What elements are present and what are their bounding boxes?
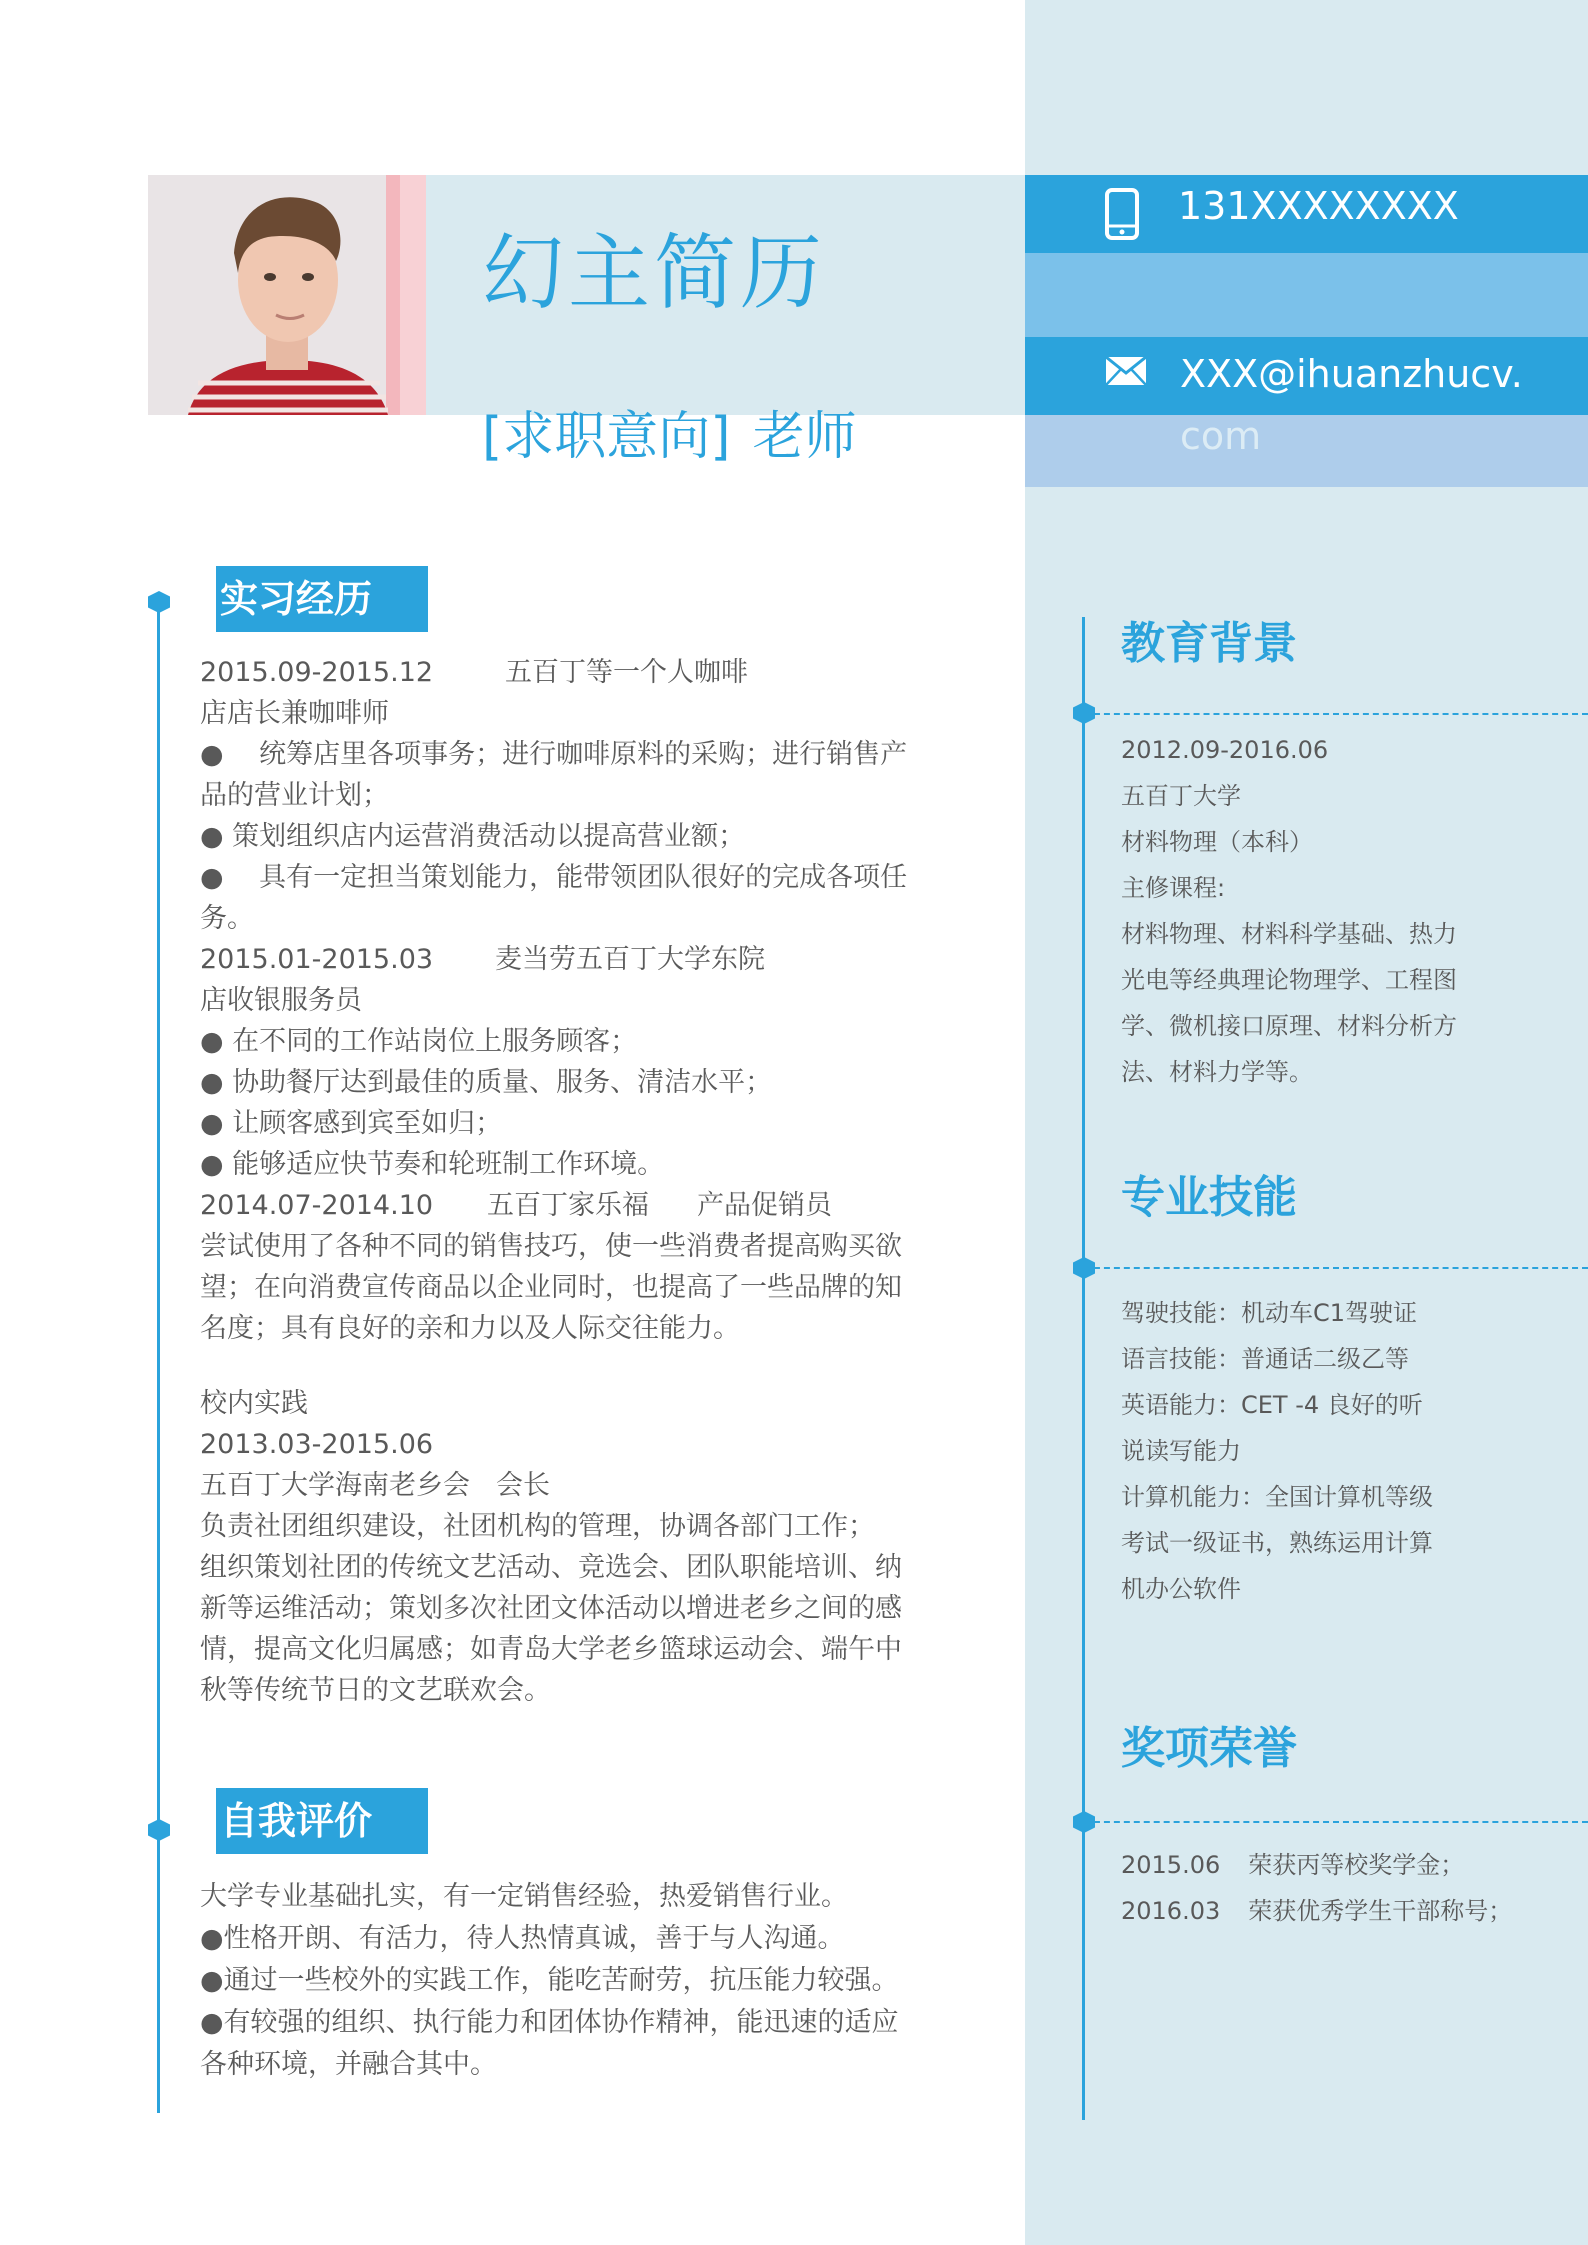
campus-position: 会长 [496, 1470, 550, 1501]
job-date: 2014.07-2014.10 [200, 1190, 434, 1221]
self-eval-line: ●性格开朗、有活力，待人热情真诚，善于与人沟通。 [200, 1923, 845, 1954]
award-item [1121, 1888, 1541, 1934]
contact-row-spacer [1025, 253, 1588, 337]
skill-item: 计算机能力：全国计算机等级考试一级证书，熟练运用计算机办公软件 [1121, 1483, 1433, 1603]
skill-item: 语言技能：普通话二级乙等 [1121, 1345, 1409, 1373]
campus-label: 校内实践 [200, 1388, 308, 1419]
education-date: 2012.09-2016.06 [1121, 736, 1329, 764]
job-intent-label: [求职意向] [482, 407, 731, 467]
section-title-skills: 专业技能 [1121, 1172, 1297, 1223]
self-eval-line: ●通过一些校外的实践工作，能吃苦耐劳，抗压能力较强。 [200, 1965, 899, 1996]
job-role: 店店长兼咖啡师 [200, 698, 389, 729]
award-text: 荣获丙等校奖学金； [1248, 1851, 1465, 1879]
avatar [148, 175, 426, 415]
self-eval-line: ●有较强的组织、执行能力和团体协作精神，能迅速的适应各种环境，并融合其中。 [200, 2007, 899, 2080]
resume-title: 幻主简历 [482, 226, 827, 321]
email-line-2: com [1180, 414, 1262, 458]
phone-icon [1105, 188, 1139, 240]
job-duty: ● 让顾客感到宾至如归； [200, 1108, 503, 1139]
campus-description: 组织策划社团的传统文艺活动、竞选会、团队职能培训、纳新等运维活动；策划多次社团文体活动以增进老乡之间的感情，提高文化归属感；如青岛大学老乡篮球运动会、端午中秋等传统节日的文艺联欢会。 [200, 1552, 902, 1706]
mail-icon [1105, 356, 1147, 386]
job-duty: ● 统筹店里各项事务；进行咖啡原料的采购；进行销售产品的营业计划； [200, 739, 908, 811]
job-role: 产品促销员 [697, 1190, 833, 1221]
section-divider [1084, 713, 1588, 715]
education-courses: 材料物理、材料科学基础、热力光电等经典理论物理学、工程图学、微机接口原理、材料分析方法、材料力学等。 [1121, 920, 1457, 1086]
job-duty: ● 策划组织店内运营消费活动以提高营业额； [200, 821, 746, 852]
campus-duty: 负责社团组织建设，社团机构的管理，协调各部门工作； [200, 1511, 875, 1542]
award-item [1121, 1842, 1541, 1888]
job-header [200, 939, 920, 980]
self-eval-content [200, 1876, 920, 2086]
job-company: 五百丁等一个人咖啡 [505, 657, 749, 688]
timeline-node [148, 1819, 170, 1841]
section-divider [1084, 1267, 1588, 1269]
job-date: 2015.01-2015.03 [200, 944, 434, 975]
education-school: 五百丁大学 [1121, 782, 1241, 810]
job-header [200, 1185, 920, 1226]
award-date: 2015.06 [1121, 1851, 1221, 1879]
campus-org [200, 1465, 920, 1506]
skill-item: 驾驶技能：机动车C1驾驶证 [1121, 1299, 1418, 1327]
campus-date: 2013.03-2015.06 [200, 1429, 434, 1460]
education-course-label: 主修课程: [1121, 874, 1226, 902]
job-duty: ● 具有一定担当策划能力，能带领团队很好的完成各项任务。 [200, 862, 908, 934]
job-company: 麦当劳五百丁大学东院 [495, 944, 766, 975]
email-line-1: XXX@ihuanzhucv. [1180, 352, 1523, 396]
job-description: 尝试使用了各种不同的销售技巧，使一些消费者提高购买欲望；在向消费宣传商品以企业同时，也提高了一些品牌的知名度；具有良好的亲和力以及人际交往能力。 [200, 1231, 902, 1344]
timeline-node [148, 591, 170, 613]
job-header [200, 652, 920, 693]
award-text: 荣获优秀学生干部称号； [1248, 1897, 1513, 1925]
job-company: 五百丁家乐福 [487, 1190, 650, 1221]
job-role: 店收银服务员 [200, 985, 362, 1016]
left-timeline [157, 598, 160, 2113]
section-title-self-eval: 自我评价 [216, 1788, 428, 1854]
job-intent [482, 407, 857, 467]
skills-content [1121, 1290, 1441, 1612]
award-date: 2016.03 [1121, 1897, 1221, 1925]
section-divider [1084, 1821, 1588, 1823]
internship-content [200, 652, 920, 1711]
awards-content [1121, 1842, 1541, 1934]
job-date: 2015.09-2015.12 [200, 657, 434, 688]
job-duty: ● 能够适应快节奏和轮班制工作环境。 [200, 1149, 665, 1180]
avatar-illustration [148, 175, 426, 415]
section-title-awards: 奖项荣誉 [1121, 1723, 1297, 1774]
skill-item: 英语能力：CET -4 良好的听说读写能力 [1121, 1391, 1423, 1465]
education-content [1121, 727, 1461, 1095]
job-duty: ● 协助餐厅达到最佳的质量、服务、清洁水平； [200, 1067, 773, 1098]
job-duty: ● 在不同的工作站岗位上服务顾客； [200, 1026, 638, 1057]
section-title-education: 教育背景 [1121, 618, 1297, 669]
right-timeline [1082, 617, 1085, 2120]
education-major: 材料物理（本科） [1121, 828, 1313, 856]
section-title-internship: 实习经历 [216, 566, 428, 632]
campus-org-name: 五百丁大学海南老乡会 [200, 1470, 470, 1501]
self-eval-line: 大学专业基础扎实，有一定销售经验，热爱销售行业。 [200, 1881, 848, 1912]
email-address [1180, 343, 1540, 467]
phone-number: 131XXXXXXXX [1178, 184, 1459, 228]
job-intent-role: 老师 [752, 407, 857, 467]
